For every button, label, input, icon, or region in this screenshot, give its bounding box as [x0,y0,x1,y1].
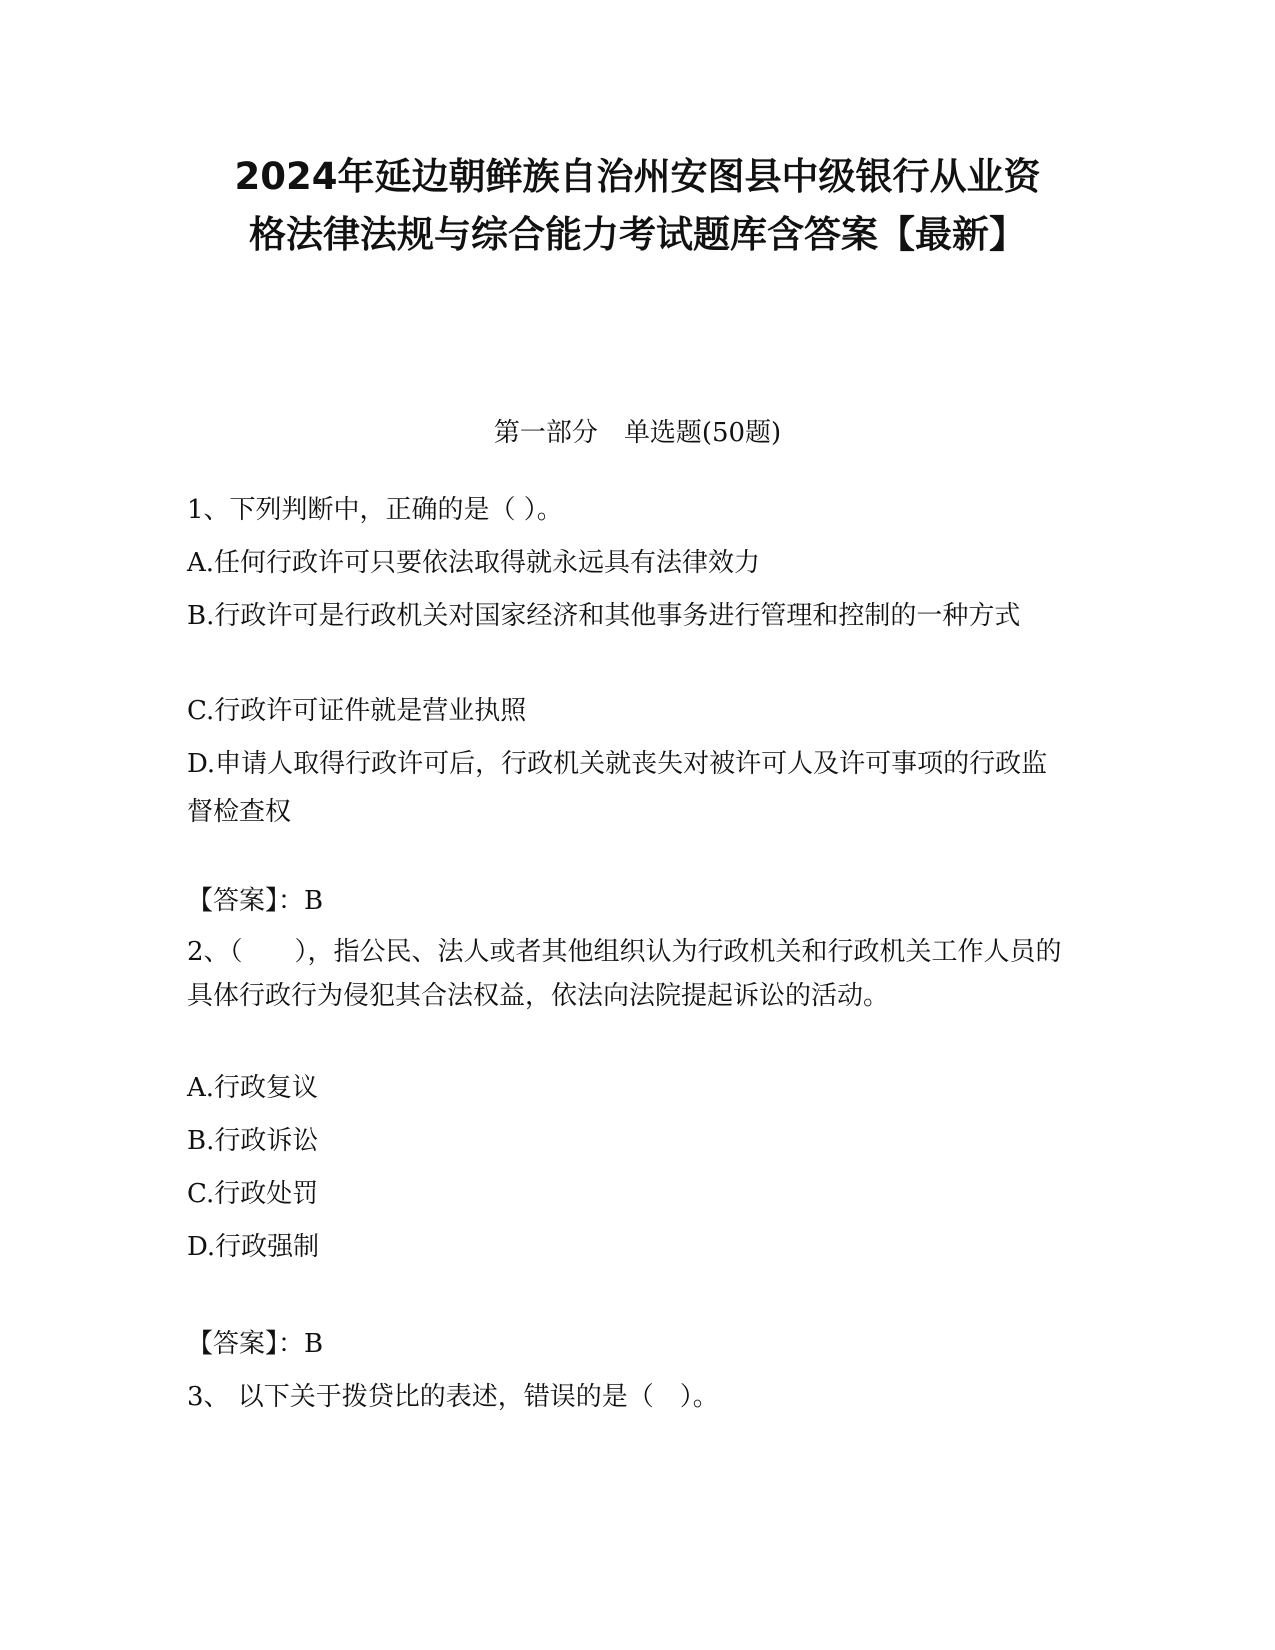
title-line-2: 格法律法规与综合能力考试题库含答案【最新】 [249,213,1026,256]
question-3-stem: 3、 以下关于拨贷比的表述，错误的是（ ）。 [187,1382,719,1412]
question-2-option-a: A.行政复议 [187,1073,319,1103]
section-heading: 第一部分 单选题(50题) [493,418,782,448]
question-1-option-c: C.行政许可证件就是营业执照 [187,696,527,726]
title-line-1: 2024年延边朝鲜族自治州安图县中级银行从业资 [234,155,1041,198]
question-2-option-b: B.行政诉讼 [187,1126,319,1156]
question-1-stem: 1、下列判断中，正确的是（ ）。 [187,495,563,525]
question-1-answer: 【答案】：B [187,886,324,916]
question-2-stem: 2、（ ），指公民、法人或者其他组织认为行政机关和行政机关工作人员的具体行政行为侵犯其合法权益，依法向法院提起诉讼的活动。 [187,937,1062,1011]
question-2-option-d: D.行政强制 [187,1232,320,1262]
document-title [170,148,1105,264]
question-2-answer: 【答案】：B [187,1329,324,1359]
question-1-option-a: A.任何行政许可只要依法取得就永远具有法律效力 [187,548,761,578]
question-1-option-d: D.申请人取得行政许可后，行政机关就丧失对被许可人及许可事项的行政监督检查权 [187,749,1048,827]
question-1-option-b: B.行政许可是行政机关对国家经济和其他事务进行管理和控制的一种方式 [187,601,1021,631]
question-2-option-c: C.行政处罚 [187,1179,319,1209]
